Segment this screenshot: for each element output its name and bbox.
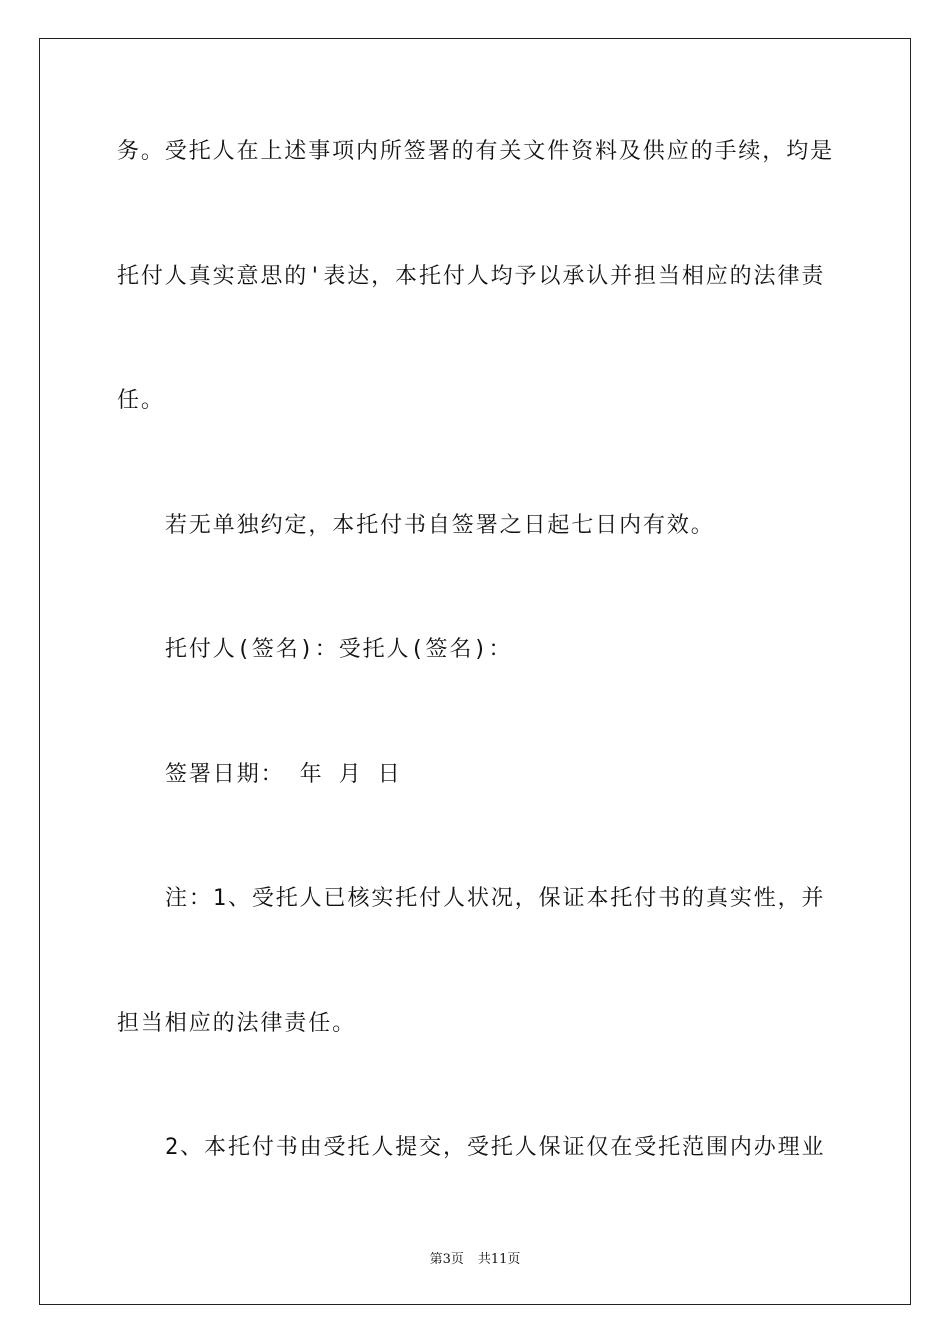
signature-line: 托付人(签名)：受托人(签名)： bbox=[165, 637, 513, 662]
page-total: 共11页 bbox=[477, 1252, 521, 1267]
paragraph-line: 务。受托人在上述事项内所签署的有关文件资料及供应的手续，均是 bbox=[117, 139, 835, 164]
page-number: 第3页 bbox=[429, 1252, 464, 1267]
page-border bbox=[39, 38, 911, 1305]
note-line: 注：1、受托人已核实托付人状况，保证本托付书的真实性，并 bbox=[165, 886, 826, 911]
paragraph-line: 任。 bbox=[117, 388, 165, 413]
page-footer bbox=[0, 1248, 950, 1267]
paragraph-line: 托付人真实意思的'表达，本托付人均予以承认并担当相应的法律责 bbox=[117, 264, 826, 289]
note-line: 2、本托付书由受托人提交，受托人保证仅在受托范围内办理业 bbox=[165, 1135, 826, 1160]
signing-date-line: 签署日期： 年 月 日 bbox=[165, 762, 402, 787]
note-line: 担当相应的法律责任。 bbox=[117, 1011, 357, 1036]
paragraph-line: 若无单独约定，本托付书自签署之日起七日内有效。 bbox=[165, 513, 715, 538]
